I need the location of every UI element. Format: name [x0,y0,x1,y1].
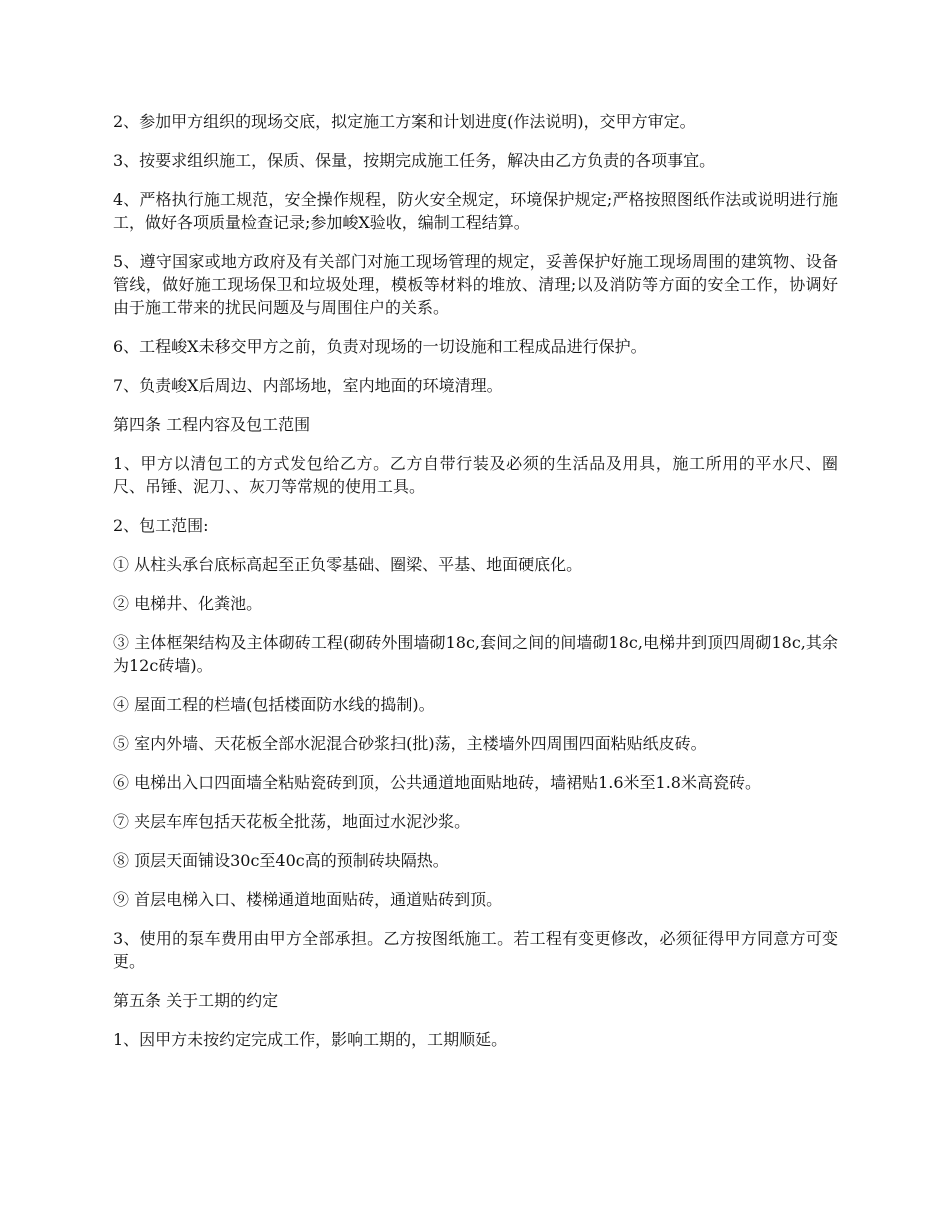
article-5-heading: 第五条 关于工期的约定 [113,991,279,1010]
scope-item-8-roof-insulation: ⑧ 顶层天面铺设30c至40c高的预制砖块隔热。 [113,851,449,870]
article-4-item-3-pump-truck: 3、使用的泵车费用由甲方全部承担。乙方按图纸施工。若工程有变更修改，必须征得甲方同意方可变更。 [113,929,838,971]
scope-item-7-mezzanine-garage: ⑦ 夹层车库包括天花板全批荡，地面过水泥沙浆。 [113,812,471,831]
scope-item-4-roof-parapet: ④ 屋面工程的栏墙(包括楼面防水线的捣制)。 [113,695,435,714]
article-4-item-2-scope-title: 2、包工范围: [113,516,209,535]
clause-5-site-management: 5、遵守国家或地方政府及有关部门对施工现场管理的规定，妥善保护好施工现场周围的建筑物、设备管线，做好施工现场保卫和垃圾处理，模板等材料的堆放、清理;以及消防等方面的安全工作，协调好由于施工带来的扰民问题及与周围住户的关系。 [113,252,838,317]
article-5-item-1-delay: 1、因甲方未按约定完成工作，影响工期的，工期顺延。 [113,1030,508,1049]
scope-item-1-foundation: ① 从柱头承台底标高起至正负零基础、圈梁、平基、地面硬底化。 [113,555,583,574]
document-body [113,110,838,1067]
article-4-item-1-contract-mode: 1、甲方以清包工的方式发包给乙方。乙方自带行装及必须的生活品及用具，施工所用的平水尺、圈尺、吊锤、泥刀、、灰刀等常规的使用工具。 [113,454,838,496]
clause-2-site-briefing: 2、参加甲方组织的现场交底，拟定施工方案和计划进度(作法说明)，交甲方审定。 [113,112,696,131]
scope-item-2-elevator-shaft: ② 电梯井、化粪池。 [113,594,263,613]
scope-item-9-ground-floor-tiling: ⑨ 首层电梯入口、楼梯通道地面贴砖，通道贴砖到顶。 [113,890,503,909]
scope-item-3-main-structure: ③ 主体框架结构及主体砌砖工程(砌砖外围墙砌18c,套间之间的间墙砌18c,电梯井到顶四周砌18c,其余为12c砖墙)。 [113,633,838,675]
scope-item-6-elevator-tiling: ⑥ 电梯出入口四面墙全粘贴瓷砖到顶，公共通道地面贴地砖，墙裙贴1.6米至1.8米高瓷砖。 [113,773,761,792]
clause-6-protect-site: 6、工程峻X未移交甲方之前，负责对现场的一切设施和工程成品进行保护。 [113,337,647,356]
article-4-heading: 第四条 工程内容及包工范围 [113,415,311,434]
clause-3-organize-construction: 3、按要求组织施工，保质、保量，按期完成施工任务，解决由乙方负责的各项事宜。 [113,151,716,170]
scope-item-5-plastering: ⑤ 室内外墙、天花板全部水泥混合砂浆扫(批)荡，主楼墙外四周围四面粘贴纸皮砖。 [113,734,707,753]
clause-7-cleanup: 7、负责峻X后周边、内部场地，室内地面的环境清理。 [113,376,503,395]
clause-4-follow-specifications: 4、严格执行施工规范，安全操作规程，防火安全规定，环境保护规定;严格按照图纸作法或说明进行施工，做好各项质量检查记录;参加峻X验收，编制工程结算。 [113,190,838,232]
